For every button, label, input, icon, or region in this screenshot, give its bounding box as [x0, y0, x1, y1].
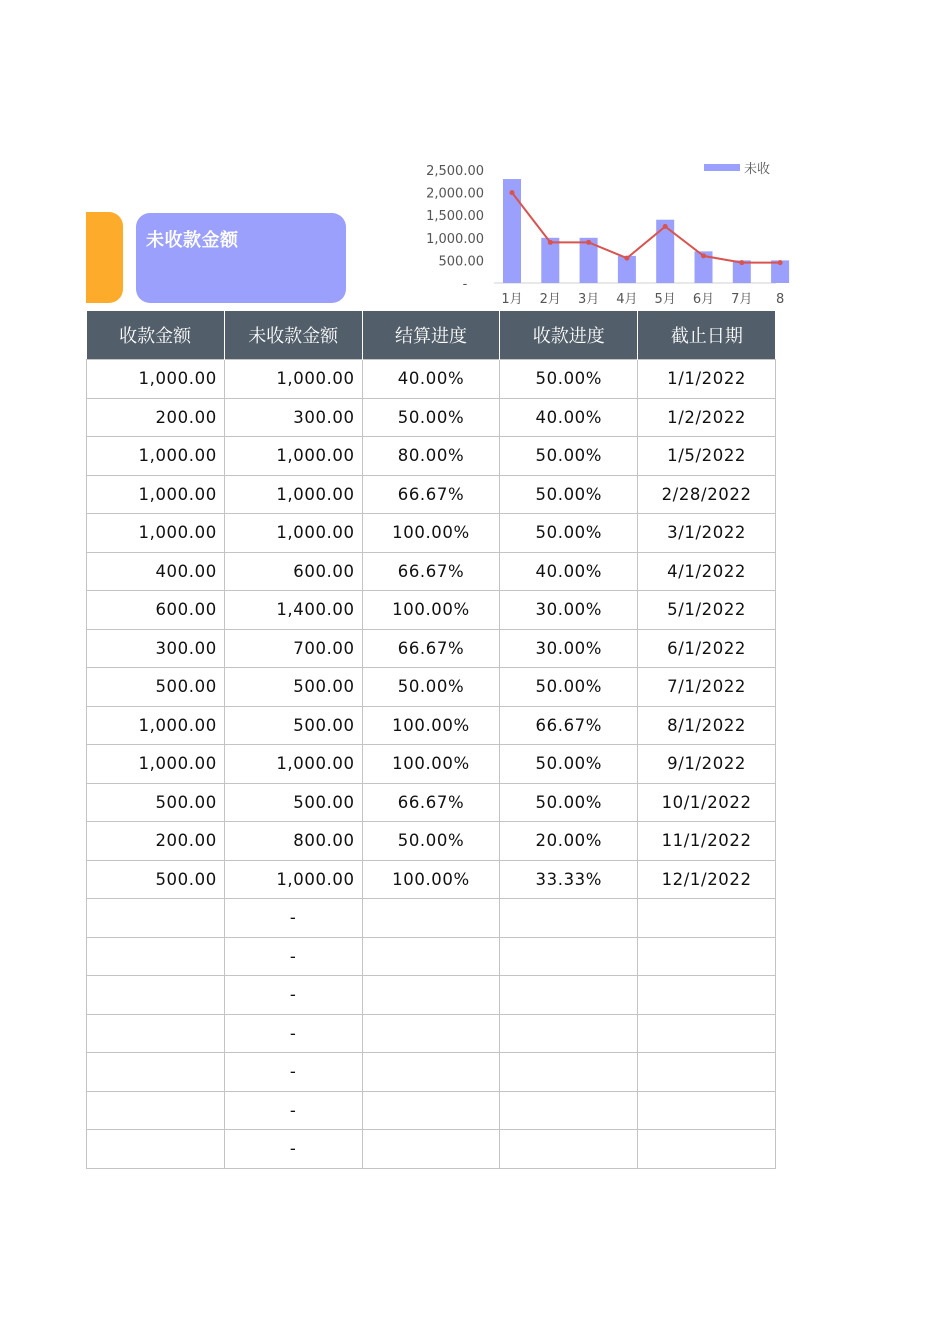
received-amount-cell: 1,000.00: [87, 514, 225, 553]
payment-progress-cell: 40.00%: [500, 552, 638, 591]
due-date-cell: [638, 976, 776, 1015]
due-date-cell: 3/1/2022: [638, 514, 776, 553]
due-date-cell: [638, 1091, 776, 1130]
table-row: [87, 360, 776, 399]
settlement-progress-cell: 100.00%: [362, 591, 500, 630]
line-point: [778, 260, 783, 265]
table-row: [87, 1091, 776, 1130]
received-amount-cell: 500.00: [87, 668, 225, 707]
settlement-progress-cell: 100.00%: [362, 514, 500, 553]
due-date-cell: 11/1/2022: [638, 822, 776, 861]
payment-progress-cell: [500, 1130, 638, 1169]
x-tick-label: 3月: [577, 292, 600, 307]
unpaid-amount-cell: 1,000.00: [224, 514, 362, 553]
due-date-cell: 1/5/2022: [638, 437, 776, 476]
unpaid-amount-cell: 1,000.00: [224, 360, 362, 399]
table-row: [87, 937, 776, 976]
y-tick-label: 1,500.00: [426, 209, 484, 225]
table-row: [87, 745, 776, 784]
due-date-cell: 1/1/2022: [638, 360, 776, 399]
payment-progress-cell: 50.00%: [500, 514, 638, 553]
table-row: [87, 668, 776, 707]
unpaid-amount-cell: 800.00: [224, 822, 362, 861]
received-amount-cell: [87, 976, 225, 1015]
payment-progress-cell: 30.00%: [500, 629, 638, 668]
legend-label: 未收: [744, 162, 771, 177]
chart-svg: [410, 150, 785, 312]
received-amount-cell: [87, 1014, 225, 1053]
unpaid-amount-cell: 500.00: [224, 783, 362, 822]
received-amount-cell: [87, 1091, 225, 1130]
y-tick-label: -: [462, 277, 468, 292]
due-date-cell: 4/1/2022: [638, 552, 776, 591]
table-row: [87, 1130, 776, 1169]
unpaid-amount-cell: -: [224, 1091, 362, 1130]
payment-progress-cell: [500, 899, 638, 938]
orange-summary-card: [86, 212, 123, 303]
received-amount-cell: 600.00: [87, 591, 225, 630]
settlement-progress-cell: [362, 1053, 500, 1092]
line-point: [624, 256, 629, 261]
unpaid-amount-cell: -: [224, 1014, 362, 1053]
table-row: [87, 437, 776, 476]
table-row: [87, 398, 776, 437]
settlement-progress-cell: [362, 899, 500, 938]
unpaid-amount-cell: -: [224, 1053, 362, 1092]
due-date-cell: 6/1/2022: [638, 629, 776, 668]
received-amount-cell: 1,000.00: [87, 437, 225, 476]
line-point: [701, 253, 706, 258]
y-tick-label: 500.00: [438, 254, 484, 270]
payment-progress-cell: 50.00%: [500, 475, 638, 514]
settlement-progress-cell: 66.67%: [362, 629, 500, 668]
received-amount-cell: 400.00: [87, 552, 225, 591]
unpaid-amount-cell: 1,000.00: [224, 475, 362, 514]
settlement-progress-cell: [362, 976, 500, 1015]
due-date-cell: 9/1/2022: [638, 745, 776, 784]
payment-progress-cell: 50.00%: [500, 745, 638, 784]
settlement-progress-cell: [362, 1091, 500, 1130]
monthly-unpaid-chart: [410, 150, 785, 312]
due-date-cell: [638, 937, 776, 976]
settlement-progress-cell: 80.00%: [362, 437, 500, 476]
settlement-progress-cell: 66.67%: [362, 552, 500, 591]
unpaid-amount-card: [136, 213, 346, 303]
due-date-cell: [638, 1014, 776, 1053]
header-due-date: 截止日期: [638, 311, 776, 360]
received-amount-cell: [87, 1130, 225, 1169]
x-tick-label: 5月: [654, 292, 676, 307]
received-amount-cell: [87, 1053, 225, 1092]
unpaid-amount-cell: 1,000.00: [224, 437, 362, 476]
received-amount-cell: 200.00: [87, 398, 225, 437]
settlement-progress-cell: 100.00%: [362, 706, 500, 745]
header-received-amount: 收款金额: [87, 311, 225, 360]
table-row: [87, 899, 776, 938]
payment-progress-cell: 50.00%: [500, 437, 638, 476]
unpaid-amount-cell: 1,000.00: [224, 860, 362, 899]
payment-progress-cell: [500, 976, 638, 1015]
received-amount-cell: 500.00: [87, 860, 225, 899]
settlement-progress-cell: 100.00%: [362, 745, 500, 784]
unpaid-amount-cell: 500.00: [224, 668, 362, 707]
unpaid-amount-cell: -: [224, 899, 362, 938]
settlement-progress-cell: 100.00%: [362, 860, 500, 899]
table-row: [87, 591, 776, 630]
settlement-progress-cell: 66.67%: [362, 475, 500, 514]
settlement-progress-cell: [362, 1014, 500, 1053]
table-row: [87, 514, 776, 553]
unpaid-amount-cell: -: [224, 937, 362, 976]
table-row: [87, 1053, 776, 1092]
line-point: [510, 190, 515, 195]
unpaid-amount-cell: 1,000.00: [224, 745, 362, 784]
due-date-cell: 12/1/2022: [638, 860, 776, 899]
payment-progress-cell: 40.00%: [500, 398, 638, 437]
x-tick-label: 6月: [692, 292, 715, 307]
received-amount-cell: 1,000.00: [87, 360, 225, 399]
received-amount-cell: 200.00: [87, 822, 225, 861]
received-amount-cell: 300.00: [87, 629, 225, 668]
due-date-cell: 5/1/2022: [638, 591, 776, 630]
table-row: [87, 1014, 776, 1053]
unpaid-amount-cell: 700.00: [224, 629, 362, 668]
received-amount-cell: [87, 899, 225, 938]
x-tick-label: 2月: [539, 292, 561, 307]
receivables-table: [86, 311, 776, 1169]
x-tick-label: 4月: [616, 292, 638, 307]
settlement-progress-cell: 66.67%: [362, 783, 500, 822]
settlement-progress-cell: 50.00%: [362, 668, 500, 707]
settlement-progress-cell: [362, 937, 500, 976]
bar: [656, 220, 674, 283]
table-row: [87, 629, 776, 668]
settlement-progress-cell: 50.00%: [362, 398, 500, 437]
x-tick-label: 8: [775, 292, 785, 307]
x-tick-label: 1月: [501, 292, 523, 307]
due-date-cell: 8/1/2022: [638, 706, 776, 745]
payment-progress-cell: [500, 1014, 638, 1053]
due-date-cell: 1/2/2022: [638, 398, 776, 437]
table-header-row: [87, 311, 776, 360]
header-settlement-progress: 结算进度: [362, 311, 500, 360]
line-point: [663, 224, 668, 229]
received-amount-cell: 500.00: [87, 783, 225, 822]
payment-progress-cell: 50.00%: [500, 360, 638, 399]
unpaid-amount-cell: 600.00: [224, 552, 362, 591]
payment-progress-cell: 50.00%: [500, 783, 638, 822]
unpaid-amount-cell: -: [224, 1130, 362, 1169]
due-date-cell: 10/1/2022: [638, 783, 776, 822]
settlement-progress-cell: [362, 1130, 500, 1169]
received-amount-cell: 1,000.00: [87, 706, 225, 745]
unpaid-amount-cell: 300.00: [224, 398, 362, 437]
line-point: [586, 240, 591, 245]
legend-swatch: [704, 164, 740, 171]
settlement-progress-cell: 50.00%: [362, 822, 500, 861]
unpaid-amount-cell: -: [224, 976, 362, 1015]
payment-progress-cell: [500, 937, 638, 976]
table-row: [87, 475, 776, 514]
received-amount-cell: 1,000.00: [87, 475, 225, 514]
header-payment-progress: 收款进度: [500, 311, 638, 360]
table-row: [87, 822, 776, 861]
due-date-cell: [638, 899, 776, 938]
payment-progress-cell: [500, 1053, 638, 1092]
table-row: [87, 706, 776, 745]
unpaid-amount-cell: 500.00: [224, 706, 362, 745]
due-date-cell: [638, 1130, 776, 1169]
y-tick-label: 2,500.00: [426, 164, 484, 179]
received-amount-cell: 1,000.00: [87, 745, 225, 784]
payment-progress-cell: 20.00%: [500, 822, 638, 861]
unpaid-amount-card-label: 未收款金额: [146, 230, 239, 251]
payment-progress-cell: 66.67%: [500, 706, 638, 745]
table-row: [87, 783, 776, 822]
y-tick-label: 2,000.00: [426, 186, 484, 202]
due-date-cell: [638, 1053, 776, 1092]
payment-progress-cell: 30.00%: [500, 591, 638, 630]
payment-progress-cell: 33.33%: [500, 860, 638, 899]
due-date-cell: 7/1/2022: [638, 668, 776, 707]
table-row: [87, 976, 776, 1015]
x-tick-label: 7月: [731, 292, 753, 307]
header-unpaid-amount: 未收款金额: [224, 311, 362, 360]
payment-progress-cell: 50.00%: [500, 668, 638, 707]
received-amount-cell: [87, 937, 225, 976]
table-row: [87, 552, 776, 591]
y-tick-label: 1,000.00: [426, 231, 484, 247]
due-date-cell: 2/28/2022: [638, 475, 776, 514]
settlement-progress-cell: 40.00%: [362, 360, 500, 399]
line-point: [548, 240, 553, 245]
payment-progress-cell: [500, 1091, 638, 1130]
line-point: [739, 260, 744, 265]
unpaid-amount-cell: 1,400.00: [224, 591, 362, 630]
table-row: [87, 860, 776, 899]
